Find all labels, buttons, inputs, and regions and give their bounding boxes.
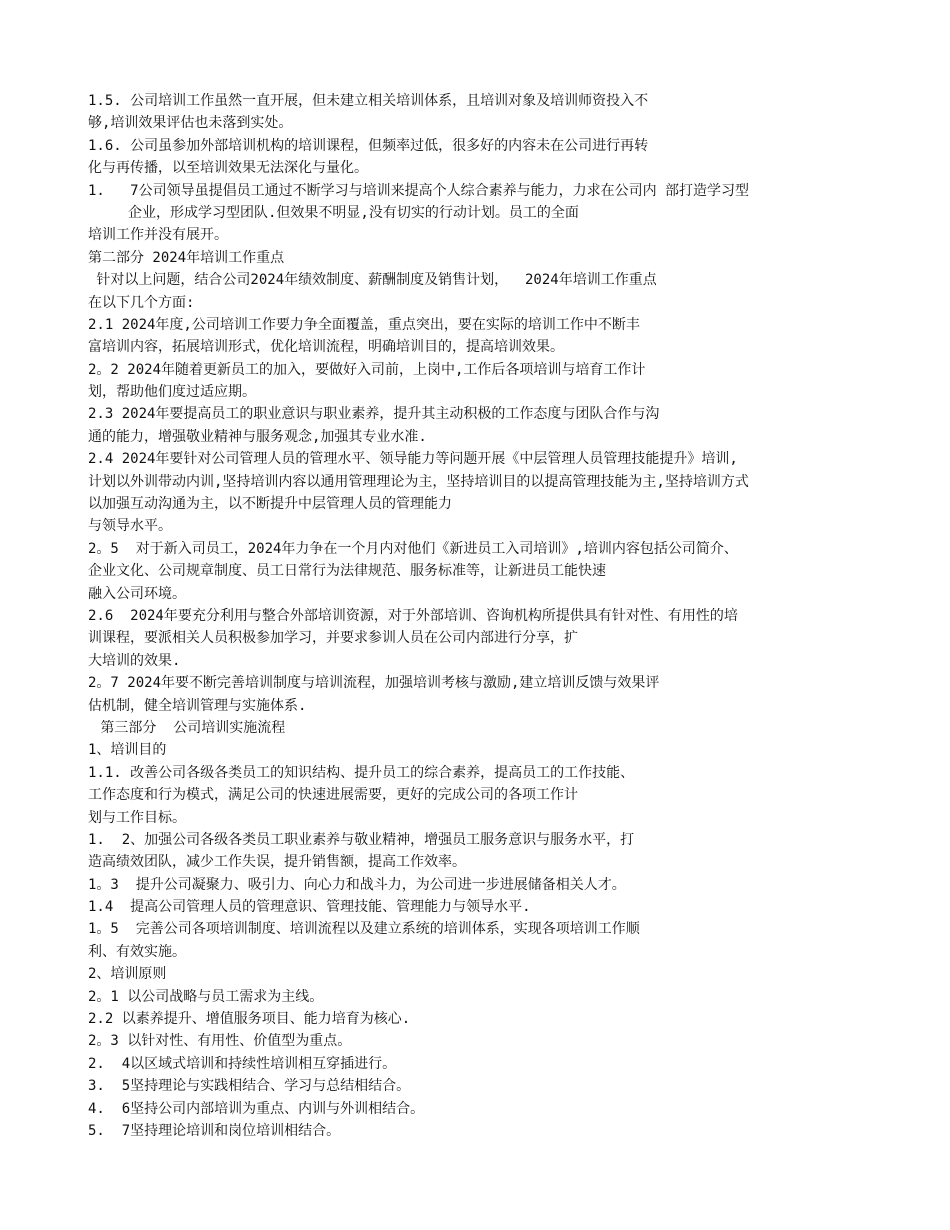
text-line: 针对以上问题，结合公司2024年绩效制度、薪酬制度及销售计划， 2024年培训工作重点 [88, 272, 657, 289]
text-line: 4. 6坚持公司内部培训为重点、内训与外训相结合。 [88, 1100, 425, 1117]
text-line: 与领导水平。 [88, 518, 172, 535]
text-line: 1. 7公司领导虽提倡员工通过不断学习与培训来提高个人综合素养与能力，力求在公司内 部打造学习型 [88, 182, 749, 199]
subsection-heading: 1、培训目的 [88, 742, 167, 759]
text-line: 通的能力，增强敬业精神与服务观念,加强其专业水准. [88, 428, 427, 445]
text-line: 2。2 2024年随着更新员工的加入，要做好入司前，上岗中,工作后各项培训与培育工作计 [88, 361, 646, 378]
text-line: 1.6. 公司虽参加外部培训机构的培训课程，但频率过低，很多好的内容未在公司进行再转 [88, 137, 649, 154]
text-line: 2.3 2024年要提高员工的职业意识与职业素养，提升其主动积极的工作态度与团队合作与沟 [88, 406, 660, 423]
text-line: 1.1. 改善公司各级各类员工的知识结构、提升员工的综合素养，提高员工的工作技能、 [88, 764, 635, 781]
text-line: 划，帮助他们度过适应期。 [88, 384, 256, 401]
text-line: 5. 7坚持理论培训和岗位培训相结合。 [88, 1122, 341, 1139]
section-heading: 第二部分 2024年培训工作重点 [88, 249, 285, 266]
text-line: 培训工作并没有展开。 [88, 227, 228, 244]
text-line: 1。3 提升公司凝聚力、吸引力、向心力和战斗力，为公司进一步进展储备相关人才。 [88, 876, 626, 893]
text-line: 1.4 提高公司管理人员的管理意识、管理技能、管理能力与领导水平. [88, 899, 531, 916]
text-line: 2.4 2024年要针对公司管理人员的管理水平、领导能力等问题开展《中层管理人员管理技能提升》培训, [88, 451, 738, 468]
text-line: 1. 2、加强公司各级各类员工职业素养与敬业精神，增强员工服务意识与服务水平，打 [88, 831, 635, 848]
text-line: 利、有效实施。 [88, 943, 186, 960]
text-line: 融入公司环境。 [88, 585, 186, 602]
text-line: 在以下几个方面: [88, 294, 195, 311]
text-line: 2。7 2024年要不断完善培训制度与培训流程，加强培训考核与激励,建立培训反馈与效果评 [88, 675, 660, 692]
text-line: 2.2 以素养提升、增值服务项目、能力培育为核心. [88, 1011, 411, 1028]
text-line: 够,培训效果评估也未落到实处。 [88, 115, 293, 132]
text-line: 2。1 以公司战略与员工需求为主线。 [88, 988, 324, 1005]
section-heading: 第三部分 公司培训实施流程 [92, 719, 286, 736]
text-line: 以加强互动沟通为主，以不断提升中层管理人员的管理能力 [88, 496, 452, 513]
text-line: 2.6 2024年要充分利用与整合外部培训资源，对于外部培训、咨询机构所提供具有针对性、有用性的培 [88, 607, 738, 624]
text-line: 化与再传播，以至培训效果无法深化与量化。 [88, 160, 368, 177]
document-body [88, 90, 868, 1142]
text-line: 2. 4以区域式培训和持续性培训相互穿插进行。 [88, 1055, 397, 1072]
text-line: 造高绩效团队，减少工作失误，提升销售额，提高工作效率。 [88, 854, 466, 871]
text-line: 富培训内容，拓展培训形式，优化培训流程，明确培训目的，提高培训效果。 [88, 339, 564, 356]
text-line: 估机制，健全培训管理与实施体系. [88, 697, 307, 714]
text-line: 2。3 以针对性、有用性、价值型为重点。 [88, 1033, 352, 1050]
text-line: 训课程，要派相关人员积极参加学习，并要求参训人员在公司内部进行分享，扩 [88, 630, 578, 647]
text-line: 划与工作目标。 [88, 809, 186, 826]
text-line: 大培训的效果. [88, 652, 181, 669]
text-line: 1。5 完善公司各项培训制度、培训流程以及建立系统的培训体系，实现各项培训工作顺 [88, 921, 640, 938]
text-line: 1.5. 公司培训工作虽然一直开展，但未建立相关培训体系，且培训对象及培训师资投入不 [88, 93, 649, 109]
text-line: 工作态度和行为模式，满足公司的快速进展需要，更好的完成公司的各项工作计 [88, 787, 578, 804]
subsection-heading: 2、培训原则 [88, 966, 167, 983]
text-line: 计划以外训带动内训,坚持培训内容以通用管理理论为主，坚持培训目的以提高管理技能为主,坚持培训方式 [88, 473, 749, 490]
text-line: 企业，形成学习型团队.但效果不明显,没有切实的行动计划。员工的全面 [128, 204, 579, 221]
text-line: 3. 5坚持理论与实践相结合、学习与总结相结合。 [88, 1078, 411, 1095]
text-line: 企业文化、公司规章制度、员工日常行为法律规范、服务标准等，让新进员工能快速 [88, 563, 606, 580]
text-line: 2.1 2024年度,公司培训工作要力争全面覆盖，重点突出，要在实际的培训工作中不断丰 [88, 316, 640, 333]
text-line: 2。5 对于新入司员工，2024年力争在一个月内对他们《新进员工入司培训》,培训内容包括公司简介、 [88, 540, 738, 557]
